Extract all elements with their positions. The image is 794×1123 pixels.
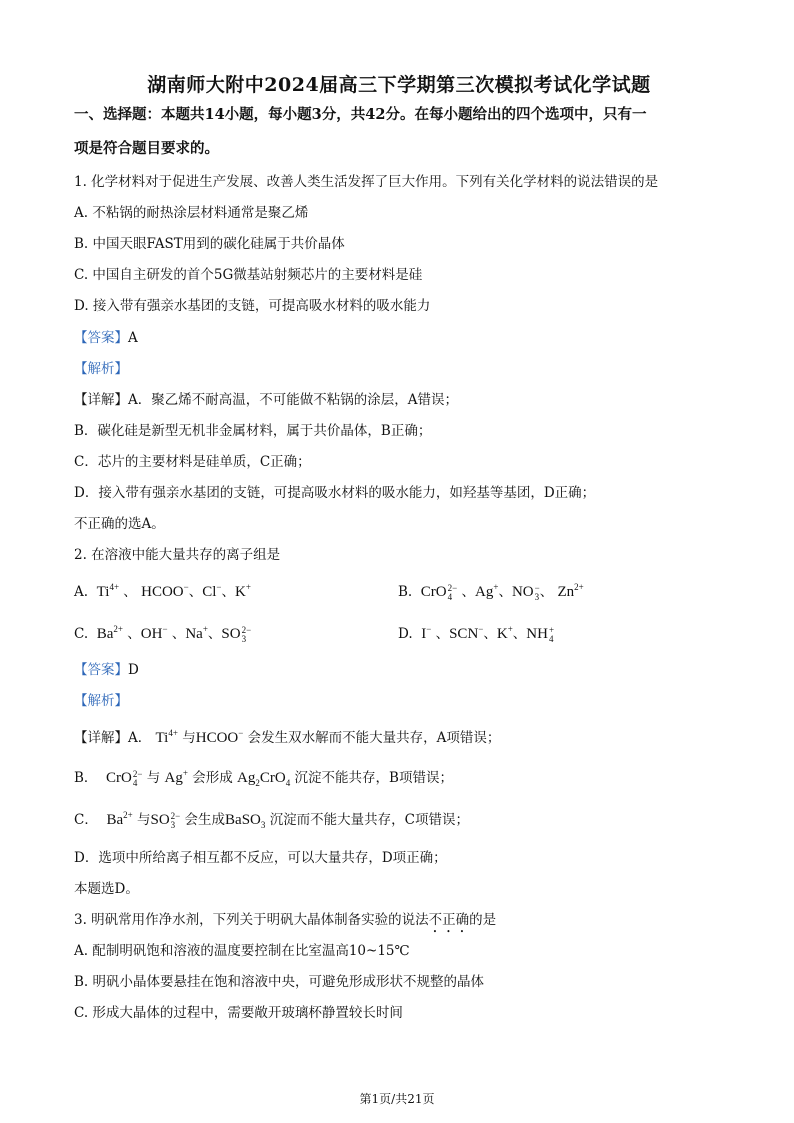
page-title: 湖南师大附中2024届高三下学期第三次模拟考试化学试题 [147, 74, 651, 96]
q1-option-c: C. 中国自主研发的首个5G微基站射频芯片的主要材料是硅 [74, 267, 423, 283]
q2-option-b: B. CrO 2− 4 、Ag+、NO − 3 、 $Zn^{2+}$ [398, 582, 584, 602]
detail-text: 沉淀而不能大量共存，C项错误； [269, 812, 470, 828]
q2-answer [74, 660, 139, 680]
answer-value: A [128, 330, 138, 346]
detail-connector: 会生成 [184, 812, 226, 828]
q2-options-row2 [74, 624, 724, 644]
q2-option-c: C. $Ba^{2+}$ 、OH− 、Na+、SO 2− 3 [74, 624, 252, 644]
detail-tag: 【详解】 [74, 730, 128, 746]
answer-tag: 【答案】 [74, 330, 128, 346]
q2-detail-b: B． CrO 2− 4 与 Ag+ 会形成 $Ag_2CrO_4$ 沉淀不能共存，B项错误； [74, 768, 453, 788]
q3-option-c: C. 形成大晶体的过程中，需要敞开玻璃杯静置较长时间 [74, 1005, 403, 1021]
detail-prefix: C． [74, 812, 98, 828]
analysis-tag: 【解析】 [74, 361, 128, 377]
q1-option-d: D. 接入带有强亲水基团的支链，可提高吸水材料的吸水能力 [74, 298, 431, 314]
detail-text: A．聚乙烯不耐高温，不可能做不粘锅的涂层，A错误； [128, 392, 458, 408]
q2-stem: 2. 在溶液中能大量共存的离子组是 [74, 547, 281, 563]
q1-answer [74, 328, 138, 348]
answer-value: D [128, 662, 139, 678]
analysis-tag: 【解析】 [74, 693, 128, 709]
q2-detail-d: D．选项中所给离子相互都不反应，可以大量共存，D项正确； [74, 850, 447, 866]
q1-option-b: B. 中国天眼FAST用到的碳化硅属于共价晶体 [74, 236, 345, 252]
q1-detail-d: D．接入带有强亲水基团的支链，可提高吸水材料的吸水能力，如羟基等基团，D正确； [74, 485, 596, 501]
detail-prefix: A． [128, 730, 152, 746]
q1-option-a: A. 不粘锅的耐热涂层材料通常是聚乙烯 [74, 205, 309, 221]
section-heading-line2: 项是符合题目要求的。 [74, 140, 219, 157]
detail-text: 沉淀不能共存，B项错误； [294, 770, 453, 786]
q2-option-a: A. $Ti^{4+}$ 、 HCOO−、Cl−、K+ [74, 582, 251, 600]
q1-detail-c: C．芯片的主要材料是硅单质，C正确； [74, 454, 311, 470]
detail-text: 会发生双水解而不能大量共存，A项错误； [247, 730, 501, 746]
q1-detail-b: B．碳化硅是新型无机非金属材料，属于共价晶体，B正确； [74, 423, 432, 439]
detail-tag: 【详解】 [74, 392, 128, 408]
page-footer: 第1页/共21页 [359, 1092, 435, 1106]
emphasized-text: 不正确 [428, 912, 470, 928]
q2-detail-c: C． $Ba^{2+}$ 与SO 2− 3 会生成BaSO$_3$ 沉淀而不能大量共存，C项错误； [74, 810, 470, 830]
detail-connector: 与 [136, 812, 151, 828]
answer-tag: 【答案】 [74, 662, 128, 678]
q2-analysis-tag [74, 691, 128, 711]
detail-connector: 与 [146, 770, 161, 786]
q3-stem [74, 910, 496, 936]
q2-options-row1 [74, 582, 724, 602]
q3-option-b: B. 明矾小晶体要悬挂在饱和溶液中央，可避免形成形状不规整的晶体 [74, 974, 485, 990]
q1-conclusion: 不正确的选A。 [74, 516, 165, 532]
q2-option-d: D. I− 、SCN−、K+、NH + 4 [398, 624, 555, 644]
q1-stem: 1. 化学材料对于促进生产发展、改善人类生活发挥了巨大作用。下列有关化学材料的说法错误的是 [74, 174, 659, 190]
q2-detail-a: 【详解】A． $Ti^{4+}$ 与HCOO− 会发生双水解而不能大量共存，A项错误； [74, 728, 501, 746]
q1-analysis-tag [74, 359, 128, 379]
detail-prefix: B． [74, 770, 98, 786]
detail-connector: 与 [182, 730, 196, 746]
q2-conclusion: 本题选D。 [74, 881, 139, 897]
q1-detail-a [74, 390, 458, 410]
q3-option-a: A. 配制明矾饱和溶液的温度要控制在比室温高10~15℃ [74, 943, 410, 959]
stem-text-end: 的是 [469, 912, 497, 928]
stem-text: 3. 明矾常用作净水剂，下列关于明矾大晶体制备实验的说法 [74, 912, 429, 928]
section-heading-line1: 一、选择题：本题共14小题，每小题3分，共42分。在每小题给出的四个选项中，只有一 [74, 106, 647, 123]
detail-connector: 会形成 [192, 770, 233, 786]
